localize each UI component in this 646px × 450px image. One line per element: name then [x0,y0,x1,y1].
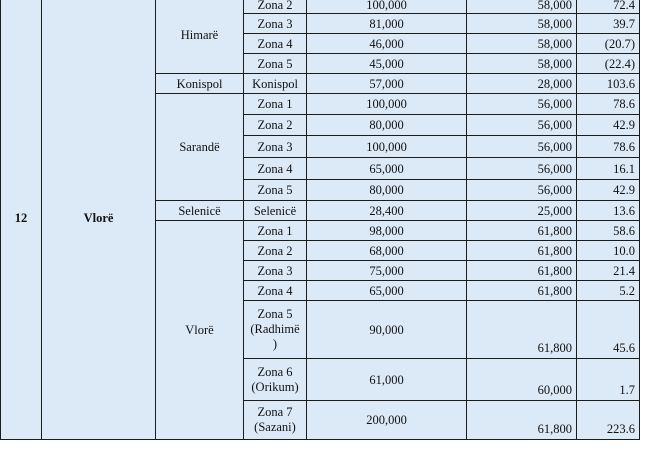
zone-cell: Zona 4 [243,157,307,180]
base-cell: 61,800 [466,240,577,261]
region-name: Vlorë [41,0,156,440]
pct-cell: 21.4 [576,260,640,281]
value-cell: 45,000 [306,53,467,74]
zone-cell: Zona 7 (Sazani) [243,400,307,440]
pct-cell: 13.6 [576,200,640,221]
value-cell: 98,000 [306,220,467,241]
pct-cell: 72.4 [576,0,640,14]
value-cell: 65,000 [306,280,467,301]
base-cell: 58,000 [466,13,577,34]
base-cell: 28,000 [466,73,577,94]
base-cell: 56,000 [466,135,577,158]
value-cell: 57,000 [306,73,467,94]
value-cell: 61,000 [306,358,467,401]
pct-cell: 16.1 [576,157,640,180]
pct-cell: 42.9 [576,114,640,136]
zone-cell: Zona 3 [243,13,307,34]
pct-cell: 42.9 [576,179,640,201]
pct-cell: 78.6 [576,135,640,158]
base-cell: 56,000 [466,157,577,180]
value-cell: 28,400 [306,200,467,221]
value-cell: 90,000 [306,300,467,359]
pct-cell: 103.6 [576,73,640,94]
pct-cell: (20.7) [576,33,640,54]
zone-cell: Zona 2 [243,240,307,261]
zone-cell: Zona 5 [243,53,307,74]
base-cell: 56,000 [466,114,577,136]
base-cell: 58,000 [466,53,577,74]
municipality-cell: Vlorë [155,220,244,440]
base-cell: 58,000 [466,0,577,14]
municipality-cell: Selenicë [155,200,244,221]
value-cell: 46,000 [306,33,467,54]
region-number: 12 [0,0,42,440]
value-cell: 75,000 [306,260,467,281]
pct-cell: 78.6 [576,93,640,115]
value-cell: 100,000 [306,93,467,115]
zone-cell: Selenicë [243,200,307,221]
value-cell: 80,000 [306,179,467,201]
municipality-cell: Sarandë [155,93,244,201]
pct-cell: 10.0 [576,240,640,261]
zone-cell: Zona 6 (Orikum) [243,358,307,401]
base-cell: 61,800 [466,300,577,359]
pct-cell: 45.6 [576,300,640,359]
base-cell: 58,000 [466,33,577,54]
pct-cell: 39.7 [576,13,640,34]
value-cell: 100,000 [306,0,467,14]
municipality-cell: Himarë [155,0,244,74]
base-cell: 25,000 [466,200,577,221]
value-cell: 81,000 [306,13,467,34]
value-cell: 80,000 [306,114,467,136]
base-cell: 60,000 [466,358,577,401]
base-cell: 61,800 [466,220,577,241]
pct-cell: 58.6 [576,220,640,241]
base-cell: 61,800 [466,400,577,440]
base-cell: 56,000 [466,179,577,201]
value-cell: 68,000 [306,240,467,261]
value-cell: 100,000 [306,135,467,158]
zone-cell: Zona 1 [243,93,307,115]
zone-cell: Zona 5 [243,179,307,201]
zone-cell: Zona 2 [243,114,307,136]
zone-cell: Zona 5 (Radhimë ) [243,300,307,359]
pct-cell: (22.4) [576,53,640,74]
base-cell: 56,000 [466,93,577,115]
base-cell: 61,800 [466,280,577,301]
zone-cell: Konispol [243,73,307,94]
zone-cell: Zona 3 [243,135,307,158]
zone-cell: Zona 1 [243,220,307,241]
value-cell: 65,000 [306,157,467,180]
zone-cell: Zona 3 [243,260,307,281]
pct-cell: 223.6 [576,400,640,440]
zone-cell: Zona 4 [243,280,307,301]
zone-cell: Zona 4 [243,33,307,54]
base-cell: 61,800 [466,260,577,281]
pct-cell: 1.7 [576,358,640,401]
municipality-cell: Konispol [155,73,244,94]
pct-cell: 5.2 [576,280,640,301]
zone-cell: Zona 2 [243,0,307,14]
value-cell: 200,000 [306,400,467,440]
